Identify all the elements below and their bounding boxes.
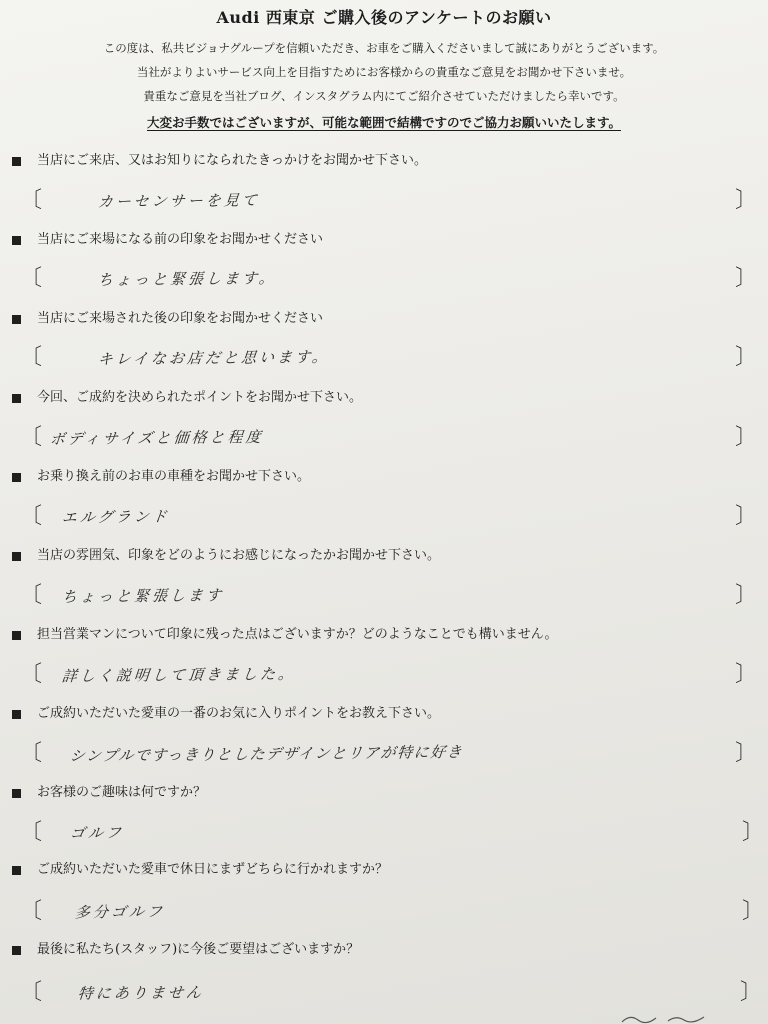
bullet-square xyxy=(12,157,21,166)
question-label: 最後に私たち(スタッフ)に今後ご要望はございますか？ xyxy=(37,942,360,957)
bullet-square xyxy=(12,946,21,955)
bracket-close: 〕 xyxy=(735,345,758,370)
question-6 xyxy=(12,545,440,567)
form-header xyxy=(0,8,768,136)
cooperation-request: 大変お手数ではございますが、可能な範囲で結構ですのでご協力お願いいたします。 xyxy=(146,115,621,130)
question-9 xyxy=(12,782,206,804)
bracket-open: 〔 xyxy=(20,345,43,370)
answer-row-5 xyxy=(0,502,768,536)
bracket-close: 〕 xyxy=(735,583,758,608)
bracket-open: 〔 xyxy=(20,662,43,687)
bracket-open: 〔 xyxy=(20,583,43,608)
bracket-open: 〔 xyxy=(20,741,43,766)
bracket-open: 〔 xyxy=(20,266,43,291)
question-10 xyxy=(12,859,388,881)
bracket-close: 〕 xyxy=(735,504,758,529)
bracket-close: 〕 xyxy=(735,266,758,291)
question-7 xyxy=(12,624,558,646)
question-4 xyxy=(12,387,362,409)
bracket-open: 〔 xyxy=(20,820,43,845)
answer-row-9 xyxy=(0,818,768,852)
question-label: ご成約いただいた愛車の一番のお気に入りポイントをお教え下さい。 xyxy=(37,706,441,721)
form-title: Audi 西東京 ご購入後のアンケートのお願い xyxy=(216,8,552,27)
bullet-square xyxy=(12,866,21,875)
question-8 xyxy=(12,703,440,725)
bracket-open: 〔 xyxy=(20,899,43,924)
bracket-close: 〕 xyxy=(742,899,765,924)
answer-row-2 xyxy=(0,264,768,298)
bullet-square xyxy=(12,710,21,719)
question-label: 当店にご来店、又はお知りになられたきっかけをお聞かせ下さい。 xyxy=(37,153,428,168)
handwritten-answer: エルグランド xyxy=(61,507,171,527)
bullet-square xyxy=(12,394,21,403)
bullet-square xyxy=(12,789,21,798)
question-label: 今回、ご成約を決められたポイントをお聞かせ下さい。 xyxy=(37,390,363,405)
handwritten-answer: シンプルですっきりとしたデザインとリアが特に好き xyxy=(68,742,465,766)
intro-line-3: 貴重なご意見を当社ブログ、インスタグラム内にてご紹介させていただけましたら幸いです。 xyxy=(143,89,625,103)
question-label: 当店にご来場になる前の印象をお聞かせください xyxy=(37,232,324,247)
question-label: 当店にご来場された後の印象をお聞かせください xyxy=(37,311,324,326)
handwritten-answer: ボディサイズと価格と程度 xyxy=(48,427,265,449)
bracket-close: 〕 xyxy=(735,188,758,213)
answer-row-10 xyxy=(0,897,768,931)
bullet-square xyxy=(12,315,21,324)
intro-line-2: 当社がよりよいサービス向上を目指すためにお客様からの貴重なご意見をお聞かせ下さいませ。 xyxy=(136,65,632,79)
question-label: ご成約いただいた愛車で休日にまずどちらに行かれますか？ xyxy=(37,862,389,877)
question-3 xyxy=(12,308,323,330)
handwritten-answer: ちょっと緊張します。 xyxy=(97,269,278,289)
bracket-open: 〔 xyxy=(20,188,43,213)
answer-row-3 xyxy=(0,343,768,377)
partial-handwriting-mark xyxy=(620,1012,710,1024)
question-label: 当店の雰囲気、印象をどのようにお感じになったかお聞かせ下さい。 xyxy=(37,548,441,563)
handwritten-answer: ゴルフ xyxy=(69,823,125,843)
question-label: お乗り換え前のお車の車種をお聞かせ下さい。 xyxy=(37,469,311,484)
bullet-square xyxy=(12,473,21,482)
question-5 xyxy=(12,466,310,488)
answer-row-11 xyxy=(0,978,768,1012)
bullet-square xyxy=(12,631,21,640)
handwritten-answer: カーセンサーを見て xyxy=(97,191,261,211)
bracket-open: 〔 xyxy=(20,980,43,1005)
question-2 xyxy=(12,229,323,251)
question-label: お客様のご趣味は何ですか？ xyxy=(37,785,207,800)
bullet-square xyxy=(12,236,21,245)
question-11 xyxy=(12,939,359,961)
handwritten-answer: キレイなお店だと思います。 xyxy=(96,347,331,369)
answer-row-7 xyxy=(0,660,768,694)
handwritten-answer: ちょっと緊張します xyxy=(61,586,225,606)
bracket-open: 〔 xyxy=(20,425,43,450)
intro-line-1: この度は、私共ビジョナグループを信頼いただき、お車をご購入くださいまして誠にありがとうございます。 xyxy=(103,41,665,55)
bracket-close: 〕 xyxy=(735,425,758,450)
answer-row-8 xyxy=(0,739,768,773)
question-1 xyxy=(12,150,427,172)
bracket-open: 〔 xyxy=(20,504,43,529)
answer-row-6 xyxy=(0,581,768,615)
bracket-close: 〕 xyxy=(740,980,763,1005)
question-label: 担当営業マンについて印象に残った点はございますか？どのようなことでも構いません。 xyxy=(37,627,558,642)
bracket-close: 〕 xyxy=(735,741,758,766)
bracket-close: 〕 xyxy=(742,820,765,845)
handwritten-answer: 特にありません xyxy=(77,983,205,1003)
bracket-close: 〕 xyxy=(735,662,758,687)
answer-row-4 xyxy=(0,423,768,457)
bullet-square xyxy=(12,552,21,561)
answer-row-1 xyxy=(0,186,768,220)
handwritten-answer: 多分ゴルフ xyxy=(74,902,166,922)
handwritten-answer: 詳しく説明して頂きました。 xyxy=(60,664,297,686)
